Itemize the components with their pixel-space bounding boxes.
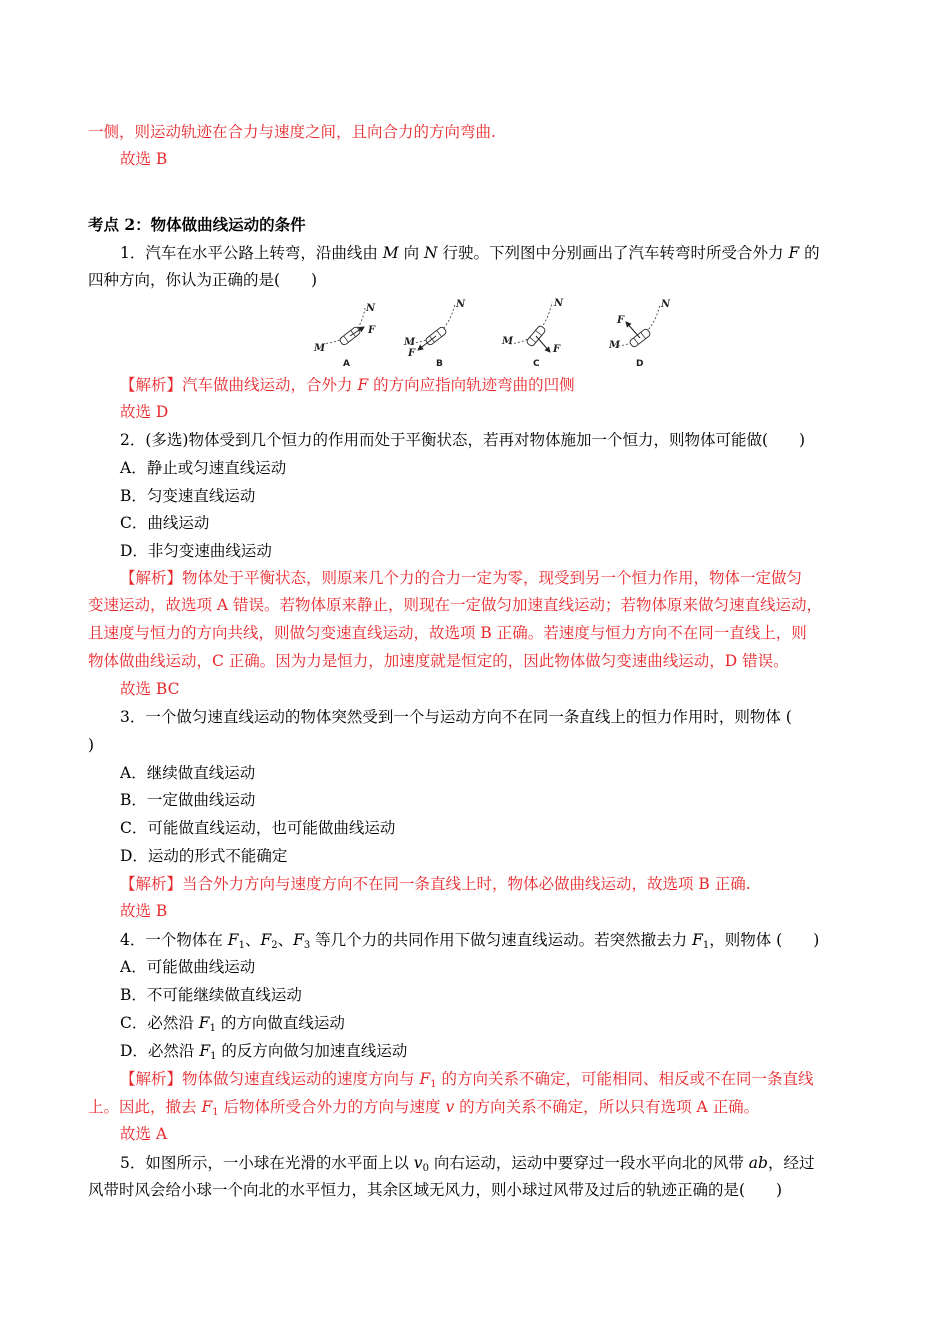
svg-text:N: N [456,299,466,310]
q4-analysis-line1: 【解析】物体做匀速直线运动的速度方向与 $F_1$ 的方向关系不确定，可能相同、相反或不在同一条直线 [120,1070,814,1090]
svg-text:M: M [609,340,621,351]
q1-analysis: 【解析】汽车做曲线运动，合外力 F 的方向应指向轨迹弯曲的凹侧 [120,376,575,394]
q3-option-a: A．继续做直线运动 [120,764,256,782]
q3-analysis: 【解析】当合外力方向与速度方向不在同一条直线上时，物体必做曲线运动，故选项 B 正确. [120,875,751,893]
q2-option-a: A．静止或匀速直线运动 [120,459,287,477]
q4-option-b: B．不可能继续做直线运动 [120,986,302,1004]
car-force-diagrams [300,294,680,370]
svg-text:D: D [636,359,644,369]
svg-text:F: F [617,315,625,326]
q2-option-d: D．非匀变速曲线运动 [120,542,272,560]
q2-answer: 故选 BC [120,680,180,698]
q2-analysis-line4: 物体做曲线运动，C 正确。因为力是恒力，加速度就是恒定的，因此物体做匀变速曲线运动，D 错误。 [88,652,789,670]
diagram-a [313,303,376,369]
svg-text:B: B [436,359,443,369]
diagram-b [403,299,466,369]
q2-stem: 2．(多选)物体受到几个恒力的作用而处于平衡状态，若再对物体施加一个恒力，则物体可能做( ) [120,431,806,449]
section-title: 考点 2：物体做曲线运动的条件 [88,215,306,234]
prev-answer: 故选 B [120,150,168,168]
q3-option-b: B．一定做曲线运动 [120,791,256,809]
svg-text:M: M [314,343,326,354]
q3-option-d: D．运动的形式不能确定 [120,847,288,865]
q2-analysis-line2: 变速运动，故选项 A 错误。若物体原来静止，则现在一定做匀加速直线运动；若物体原来做匀速直线运动， [88,596,823,614]
q3-stem-line1: 3．一个做匀速直线运动的物体突然受到一个与运动方向不在同一条直线上的恒力作用时，则物体 ( [120,708,792,726]
svg-text:F: F [368,325,376,336]
q1-answer: 故选 D [120,403,169,421]
svg-text:F: F [408,348,416,359]
q4-answer: 故选 A [120,1125,168,1143]
svg-text:N: N [554,298,564,309]
q3-option-c: C．可能做直线运动，也可能做曲线运动 [120,819,396,837]
q5-stem-line2: 风带时风会给小球一个向北的水平恒力，其余区域无风力，则小球过风带及过后的轨迹正确的是( ) [88,1181,783,1199]
diagram-d [608,299,671,369]
diagram-c [501,298,564,369]
q1-figure [300,294,680,370]
q2-analysis-line3: 且速度与恒力的方向共线，则做匀变速直线运动，故选项 B 正确。若速度与恒力方向不在同一直线上，则 [88,624,807,642]
q2-option-c: C．曲线运动 [120,514,210,532]
q5-stem-line1: 5．如图所示，一小球在光滑的水平面上以 $v_0$ 向右运动，运动中要穿过一段水平向北的风带 ab，经过 [120,1154,815,1174]
svg-text:N: N [661,299,671,310]
q2-analysis-line1: 【解析】物体处于平衡状态，则原来几个力的合力一定为零，现受到另一个恒力作用，物体一定做匀 [120,569,803,587]
svg-text:M: M [502,336,514,347]
q4-option-d: D．必然沿 $F_1$ 的反方向做匀加速直线运动 [120,1042,408,1062]
prev-analysis-line: 一侧，则运动轨迹在合力与速度之间，且向合力的方向弯曲. [88,123,496,141]
svg-text:A: A [343,359,350,369]
svg-text:M: M [404,337,416,348]
q1-stem-line2: 四种方向，你认为正确的是( ) [88,271,318,289]
q2-option-b: B．匀变速直线运动 [120,487,256,505]
svg-text:N: N [366,303,376,314]
q1-stem-line1: 1．汽车在水平公路上转弯，沿曲线由 M 向 N 行驶。下列图中分别画出了汽车转弯时所受合外力 F 的 [120,244,820,262]
q3-answer: 故选 B [120,902,168,920]
q3-stem-line2: ) [88,736,95,754]
svg-text:F: F [553,344,561,355]
q4-stem: 4．一个物体在 $F_1$、$F_2$、$F_3$ 等几个力的共同作用下做匀速直线运动。若突然撤去力 $F_1$，则物体 ( ) [120,931,820,951]
q4-option-c: C．必然沿 $F_1$ 的方向做直线运动 [120,1014,345,1034]
q4-option-a: A．可能做曲线运动 [120,958,256,976]
svg-text:C: C [533,359,540,369]
q4-analysis-line2: 上。因此，撤去 $F_1$ 后物体所受合外力的方向与速度 v 的方向关系不确定，所以只有选项 A 正确。 [88,1098,760,1118]
